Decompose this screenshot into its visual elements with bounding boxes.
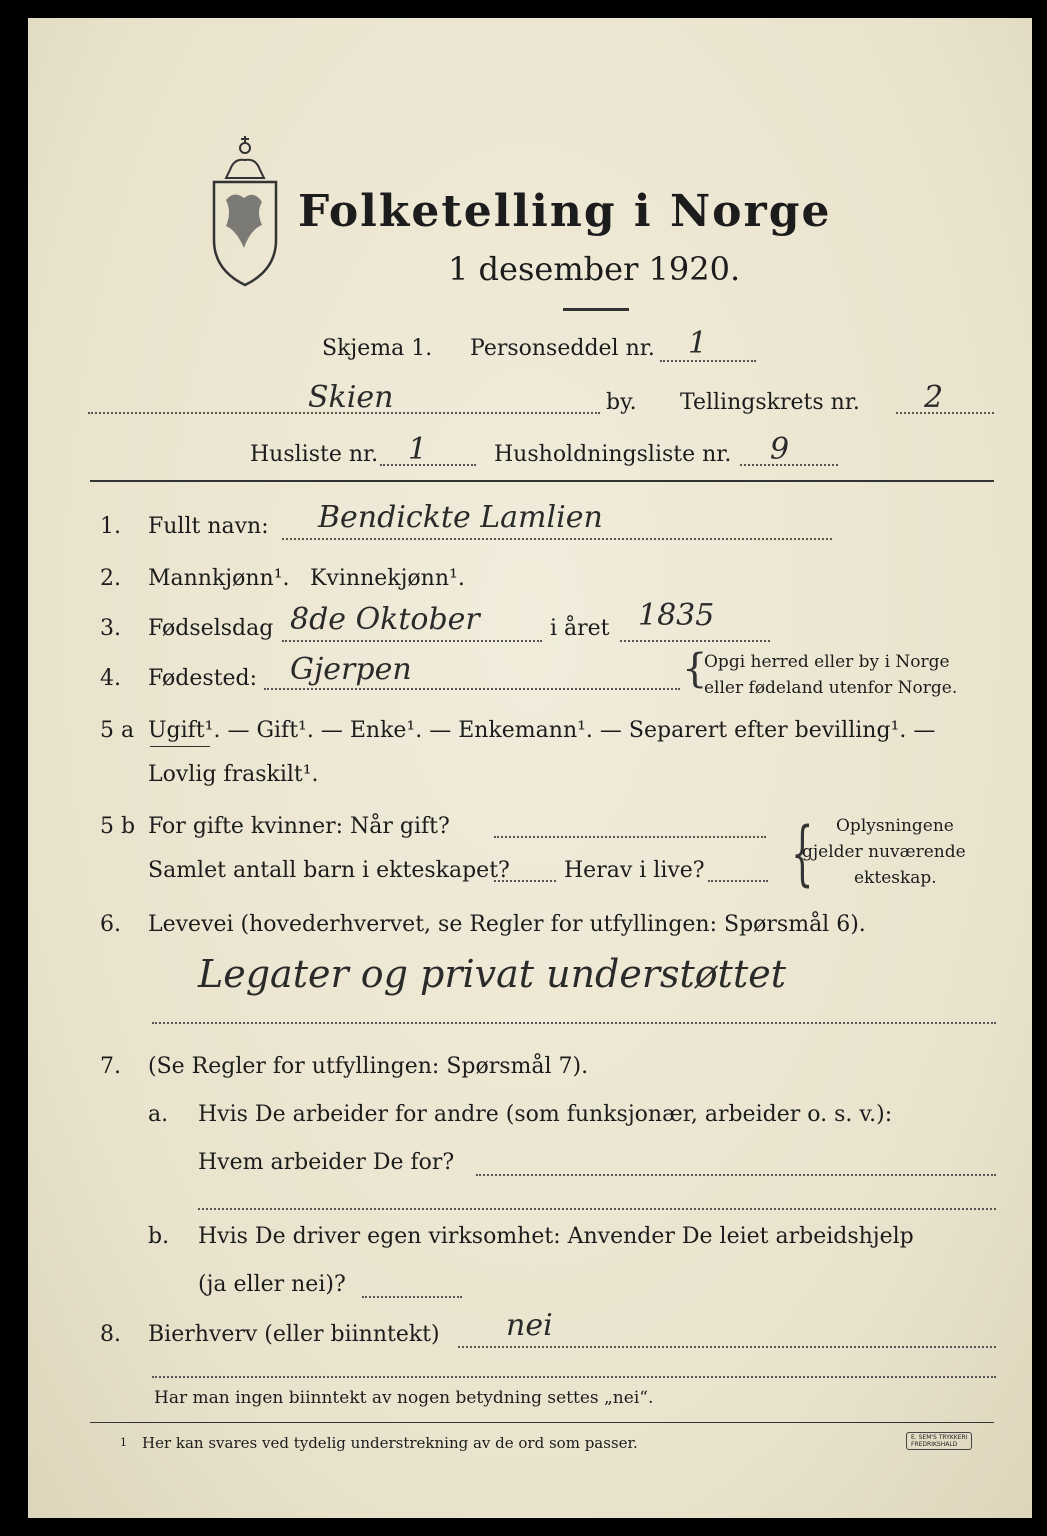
children-alive-label: Herav i live? — [564, 858, 705, 883]
q7a-letter: a. — [148, 1102, 169, 1127]
coat-of-arms-icon — [204, 130, 286, 290]
census-form-sheet — [28, 18, 1032, 1518]
q3-label: Fødselsdag — [148, 616, 274, 641]
hired-help-line[interactable] — [362, 1296, 462, 1298]
occupation-line — [152, 1022, 996, 1024]
husliste-label: Husliste nr. — [250, 442, 379, 467]
q6-number: 6. — [100, 912, 121, 937]
tellingskrets-label: Tellingskrets nr. — [680, 390, 860, 415]
q8-end-line — [152, 1376, 996, 1378]
hired-help-label: (ja eller nei)? — [198, 1272, 346, 1297]
q8-label: Bierhverv (eller biinntekt) — [148, 1322, 440, 1347]
q5b-brace: { — [791, 812, 814, 894]
employer-line[interactable] — [476, 1174, 996, 1176]
footnote-text: Her kan svares ved tydelig understrekning av de ord som passer. — [142, 1434, 638, 1452]
q5b-note-3: ekteskap. — [854, 868, 937, 888]
birthplace-value[interactable]: Gjerpen — [290, 652, 412, 687]
married-when-line[interactable] — [494, 836, 766, 838]
husliste-value[interactable]: 1 — [408, 432, 428, 467]
q7a-line1: Hvis De arbeider for andre (som funksjonær, arbeider o. s. v.): — [198, 1102, 893, 1127]
birthplace-line — [264, 688, 680, 690]
q3-year-label: i året — [550, 616, 610, 641]
q2-number: 2. — [100, 566, 121, 591]
employer-label: Hvem arbeider De for? — [198, 1150, 455, 1175]
q5b-note-1: Oplysningene — [836, 816, 954, 836]
footer-note: Har man ingen biinntekt av nogen betydning settes „nei“. — [154, 1388, 654, 1408]
q5a-number: 5 a — [100, 718, 135, 743]
city-value[interactable]: Skien — [308, 380, 394, 415]
husholdningsliste-value[interactable]: 9 — [770, 432, 790, 467]
married-when-label: For gifte kvinner: Når gift? — [148, 814, 450, 839]
q8-number: 8. — [100, 1322, 121, 1347]
personseddel-line — [660, 360, 756, 362]
female-option[interactable]: Kvinnekjønn¹. — [310, 566, 465, 591]
personseddel-value[interactable]: 1 — [688, 326, 708, 361]
employer-line-2[interactable] — [198, 1208, 996, 1210]
q7-label: (Se Regler for utfyllingen: Spørsmål 7). — [148, 1054, 589, 1079]
q4-note-2: eller fødeland utenfor Norge. — [704, 678, 958, 698]
q1-label: Fullt navn: — [148, 514, 269, 539]
occupation-value[interactable]: Legater og privat understøttet — [198, 952, 786, 996]
q1-number: 1. — [100, 514, 121, 539]
personseddel-label: Personseddel nr. — [470, 336, 655, 361]
tellingskrets-line — [896, 412, 994, 414]
side-income-line — [458, 1346, 996, 1348]
husliste-line — [380, 464, 476, 466]
q4-brace: { — [682, 646, 708, 692]
q7-number: 7. — [100, 1054, 121, 1079]
printer-stamp-line-2: FREDRIKSHALD — [911, 1441, 958, 1448]
header-divider — [90, 480, 994, 482]
q7b-letter: b. — [148, 1224, 170, 1249]
children-count-line[interactable] — [494, 880, 556, 882]
form-title: Folketelling i Norge — [298, 186, 832, 237]
by-label: by. — [606, 390, 637, 415]
male-option[interactable]: Mannkjønn¹. — [148, 566, 290, 591]
birth-year-value[interactable]: 1835 — [638, 598, 715, 633]
birthday-value[interactable]: 8de Oktober — [290, 602, 480, 637]
q3-number: 3. — [100, 616, 121, 641]
divorced-option[interactable]: Lovlig fraskilt¹. — [148, 762, 319, 787]
husholdningsliste-label: Husholdningsliste nr. — [494, 442, 732, 467]
q7b-line1: Hvis De driver egen virksomhet: Anvender De leiet arbeidshjelp — [198, 1224, 914, 1249]
skjema-label: Skjema 1. — [322, 336, 433, 361]
q4-number: 4. — [100, 666, 121, 691]
printer-stamp-line-1: E. SEM'S TRYKKERI — [911, 1434, 968, 1441]
q4-note-1: Opgi herred eller by i Norge — [704, 652, 950, 672]
tellingskrets-value[interactable]: 2 — [924, 380, 944, 415]
q5b-number: 5 b — [100, 814, 136, 839]
birthday-line — [282, 640, 542, 642]
full-name-value[interactable]: Bendickte Lamlien — [318, 500, 603, 535]
q4-label: Fødested: — [148, 666, 258, 691]
q6-label: Levevei (hovederhvervet, se Regler for utfyllingen: Spørsmål 6). — [148, 912, 866, 937]
side-income-value[interactable]: nei — [506, 1308, 553, 1343]
census-date: 1 desember 1920. — [448, 250, 741, 288]
footer-divider — [90, 1422, 994, 1423]
q5b-note-2: gjelder nuværende — [802, 842, 966, 862]
ugift-underline — [150, 746, 210, 747]
footnote-mark: 1 — [120, 1436, 127, 1449]
title-divider — [563, 308, 629, 311]
birth-year-line — [620, 640, 770, 642]
marital-status-options[interactable]: Ugift¹. — Gift¹. — Enke¹. — Enkemann¹. — Separert efter bevilling¹. — — [148, 718, 936, 743]
children-alive-line[interactable] — [708, 880, 768, 882]
children-count-label: Samlet antall barn i ekteskapet? — [148, 858, 510, 883]
q1-line — [282, 538, 832, 540]
printer-stamp — [906, 1432, 972, 1450]
